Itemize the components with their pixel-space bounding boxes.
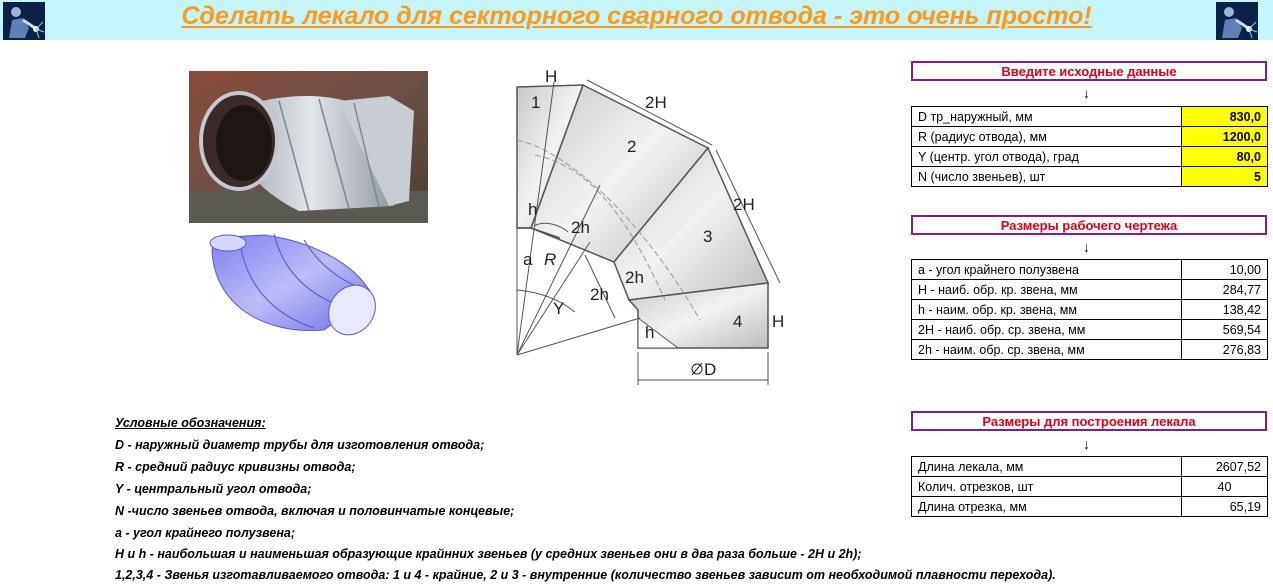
label-segment-3: 3 (703, 227, 713, 246)
legend-item: 1,2,3,4 - Звенья изготавливаемого отвода: 1 и 4 - крайние, 2 и 3 - внутренние (количество звеньев зависит от необходимой плавности перехода). (115, 568, 1056, 582)
label-segment-4: 4 (733, 312, 743, 331)
result-value: 10,00 (1182, 260, 1268, 280)
label-H-right: H (772, 312, 785, 331)
table-row (912, 340, 1268, 360)
label-h-left: h (528, 200, 538, 219)
template-header: Размеры для построения лекала (911, 411, 1267, 431)
table-row (912, 127, 1268, 147)
label-segment-1: 1 (531, 93, 541, 112)
result-value: 2607,52 (1182, 457, 1268, 477)
result-value: 40 (1182, 477, 1268, 497)
drawing-dimensions-table (911, 259, 1268, 360)
table-row (912, 167, 1268, 187)
table-row (912, 300, 1268, 320)
result-label: 2h - наим. обр. ср. звена, мм (912, 340, 1182, 360)
table-row (912, 497, 1268, 517)
input-label: Y (центр. угол отвода), град (912, 147, 1182, 167)
inputs-table (911, 106, 1268, 187)
result-label: H - наиб. обр. кр. звена, мм (912, 280, 1182, 300)
result-value: 65,19 (1182, 497, 1268, 517)
label-2h-2: 2h (625, 268, 644, 287)
arrow-down-icon: ↓ (1083, 239, 1090, 255)
label-D: D (704, 360, 717, 379)
result-value: 284,77 (1182, 280, 1268, 300)
table-row (912, 147, 1268, 167)
table-row (912, 107, 1268, 127)
template-table (911, 456, 1268, 517)
elbow-3d-illustration (204, 230, 384, 342)
page-title: Сделать лекало для секторного сварного отвода - это очень просто! (181, 2, 1092, 30)
result-value: 276,83 (1182, 340, 1268, 360)
legend-title: Условные обозначения: (115, 416, 266, 430)
label-2H-right: 2H (733, 195, 755, 214)
legend-item: R - средний радиус кривизны отвода; (115, 460, 356, 474)
inputs-header: Введите исходные данные (911, 61, 1267, 81)
result-label: Длина лекала, мм (912, 457, 1182, 477)
legend-item: Y - центральный угол отвода; (115, 482, 312, 496)
drawing-dimensions-header: Размеры рабочего чертежа (911, 215, 1267, 235)
label-h-bottom: h (645, 323, 655, 342)
result-label: 2H - наиб. обр. ср. звена, мм (912, 320, 1182, 340)
label-2h-3: 2h (590, 285, 609, 304)
table-row (912, 280, 1268, 300)
result-label: a - угол крайнего полузвена (912, 260, 1182, 280)
elbow-drawing (505, 65, 800, 390)
result-value: 138,42 (1182, 300, 1268, 320)
legend-item: N -число звеньев отвода, включая и половинчатые концевые; (115, 504, 515, 518)
input-label: N (число звеньев), шт (912, 167, 1182, 187)
input-label: R (радиус отвода), мм (912, 127, 1182, 147)
label-R: R (544, 250, 557, 269)
segment-count-input[interactable]: 5 (1182, 167, 1268, 187)
bend-radius-input[interactable]: 1200,0 (1182, 127, 1268, 147)
input-label: D тр_наружный, мм (912, 107, 1182, 127)
label-segment-2: 2 (627, 137, 637, 156)
table-row (912, 320, 1268, 340)
label-a: a (523, 250, 533, 269)
legend-item: a - угол крайнего полузвена; (115, 526, 296, 540)
table-row (912, 457, 1268, 477)
label-Y: Y (553, 299, 565, 318)
label-2H-top: 2H (645, 93, 667, 112)
outer-diameter-input[interactable]: 830,0 (1182, 107, 1268, 127)
result-label: Длина отрезка, мм (912, 497, 1182, 517)
bend-angle-input[interactable]: 80,0 (1182, 147, 1268, 167)
result-value: 569,54 (1182, 320, 1268, 340)
table-row (912, 477, 1268, 497)
legend-item: H и h - наибольшая и наименьшая образующие крайнних звеньев (у средних звеньев они в два раза больше - 2H и 2h); (115, 547, 862, 561)
label-H-top: H (545, 67, 558, 86)
label-2h-1: 2h (571, 218, 590, 237)
arrow-down-icon: ↓ (1083, 85, 1090, 101)
result-label: h - наим. обр. кр. звена, мм (912, 300, 1182, 320)
legend-item: D - наружный диаметр трубы для изготовления отвода; (115, 438, 485, 452)
elbow-photo (189, 71, 428, 223)
table-row (912, 260, 1268, 280)
arrow-down-icon: ↓ (1083, 436, 1090, 452)
result-label: Колич. отрезков, шт (912, 477, 1182, 497)
